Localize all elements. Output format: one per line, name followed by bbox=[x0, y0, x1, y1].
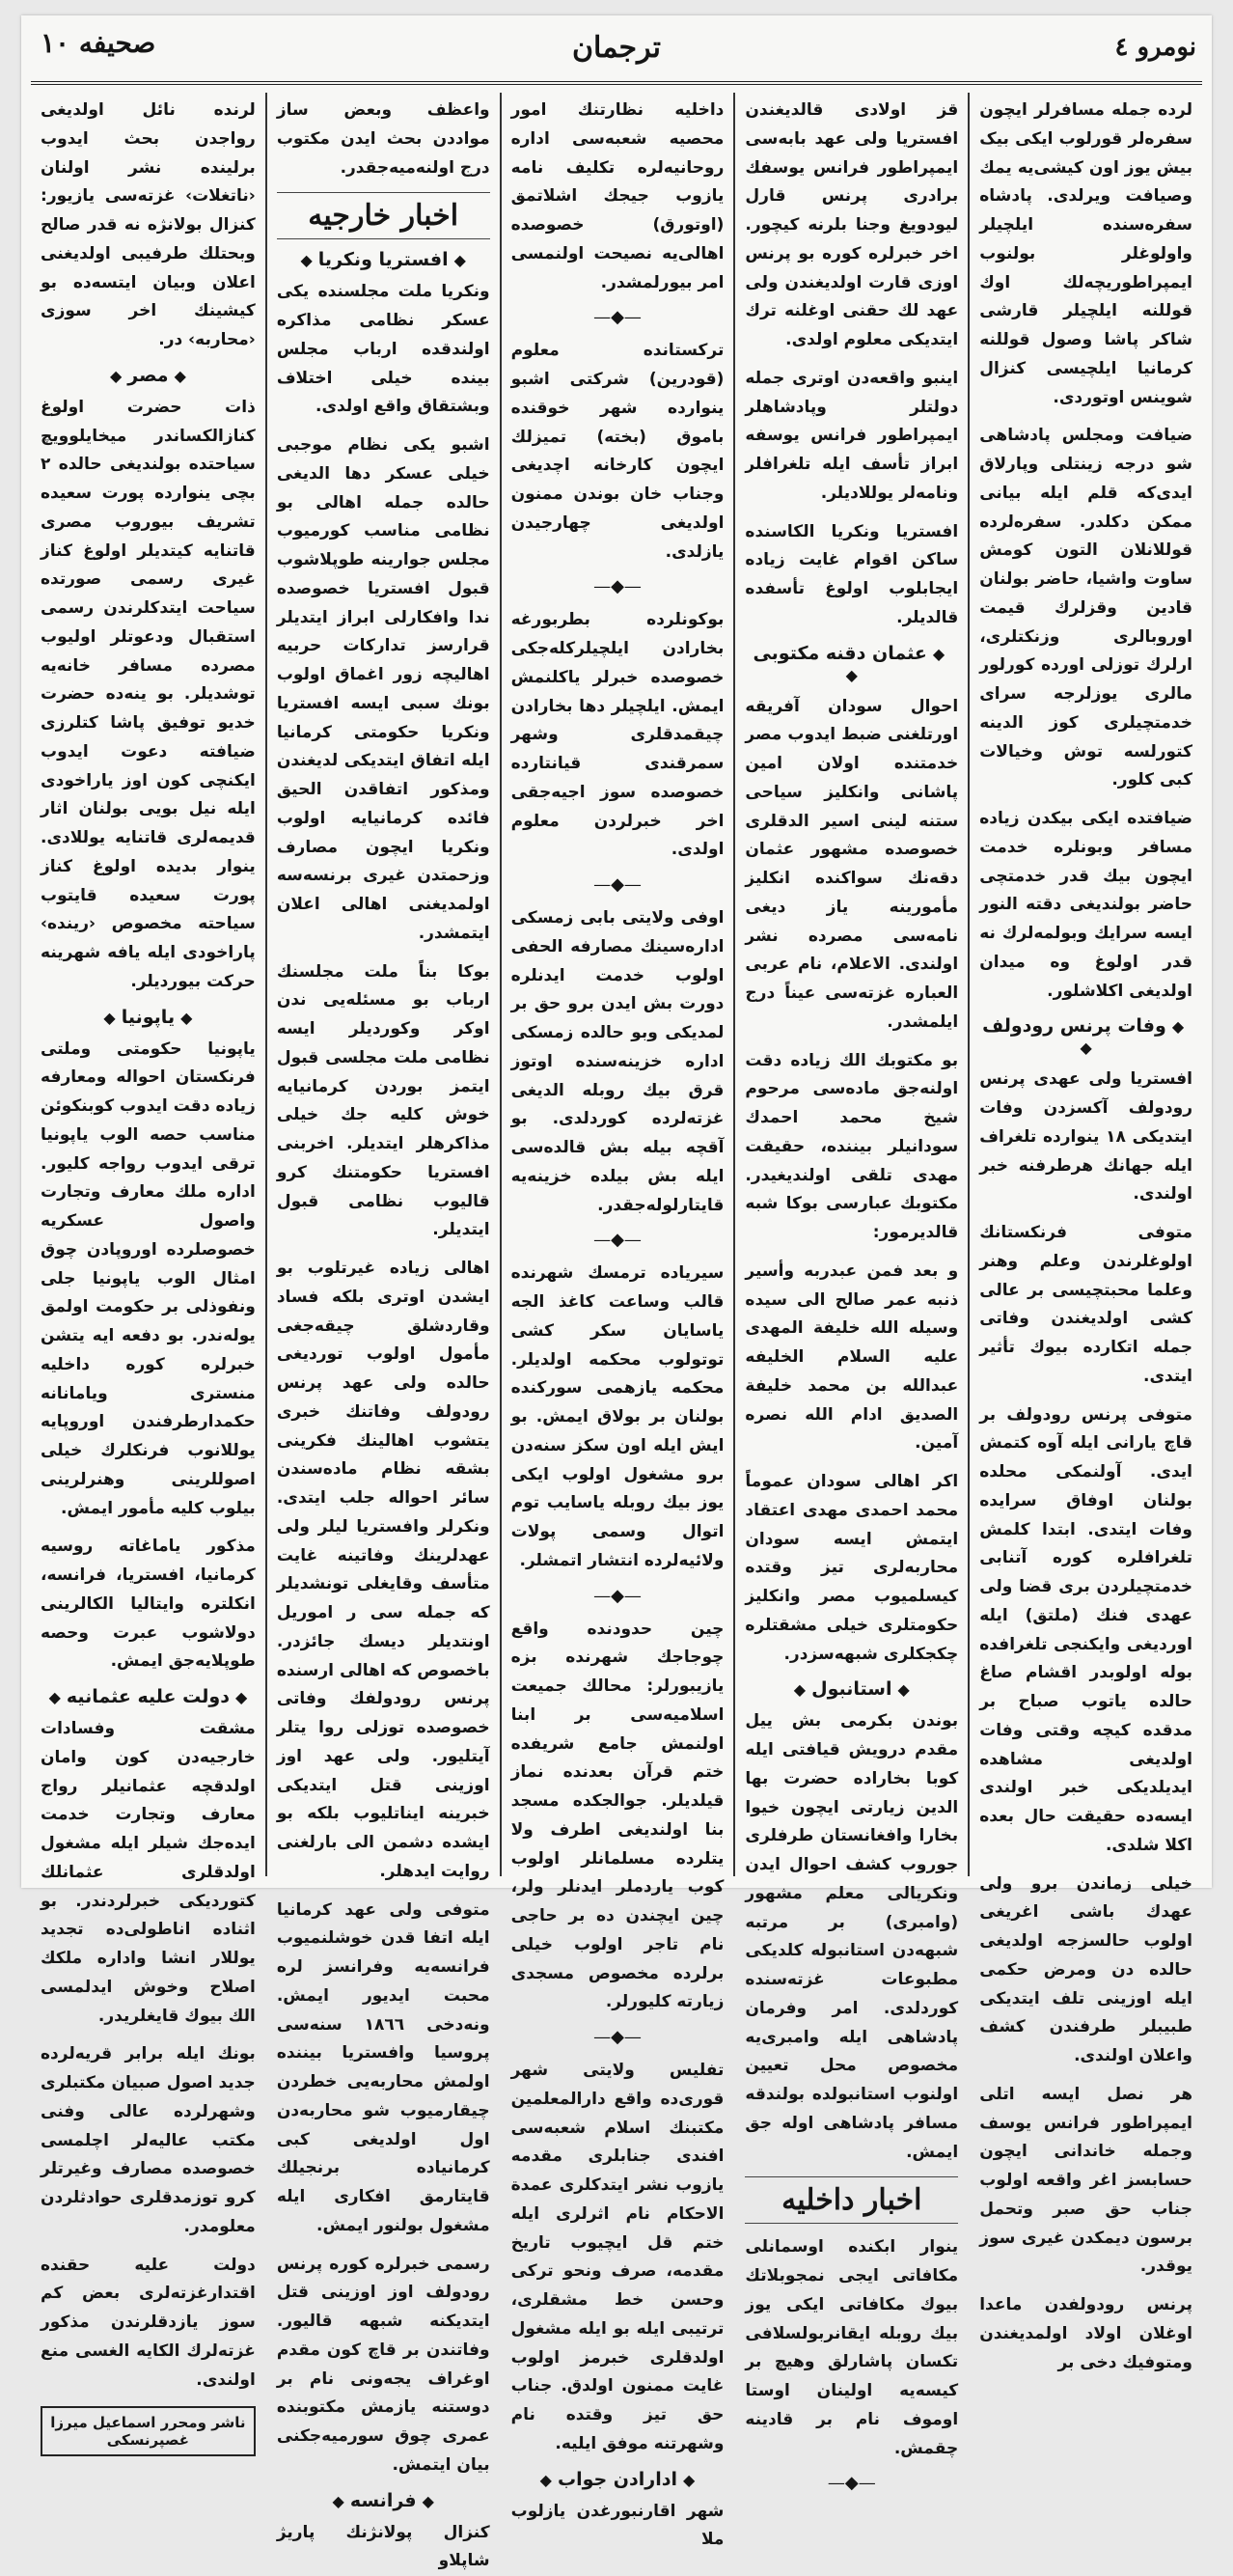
paragraph: خیلی زماندن برو ولی عهدك باشی اغریغی اولوب حالسزجه اولدیغی حالده دن ومرض حکمی ایله اوزینی تلف ایتدیکی طبیبلر طرفندن کشف واعلان اولندی. bbox=[979, 1870, 1192, 2071]
section-heading bbox=[979, 1015, 1192, 1058]
paragraph: ضیافتده ایکی بیکدن زیاده مسافر وبونلره خدمت ایچون بیك قدر خدمتچی حاضر بولندیغی دقته النور ایسه سرایك وبولمه‌لرك نه قدر اولوغ وه میدان اولدیغی اکلاشلور. bbox=[979, 805, 1192, 1006]
paragraph: دولت علیه حقنده اقتدارغزته‌لری بعض کم سوز یازدقلرندن مذکور غزته‌لرك الکایه الغسی منع اولندی. bbox=[41, 2252, 256, 2396]
ornament-icon: ◆ bbox=[175, 367, 186, 385]
paragraph: یاپونیا حکومتی وملتی فرنکستان احواله ومعارفه زیاده دقت ایدوب کوبنکوئن مناسب حصه الوب یاپونیا ترقی ایدوب رواجه کلیور. اداره ملك معارف وتجارت واصول عسکریه خصوصلرده اوروپادن چوق امثال الوب یاپونیا‌ جلی ونفوذلی بر حکومت اولمق یوله‌ندر. بو دفعه ایه یتشن خبرلره کوره داخلیه منستری ویامانانه حکمدارطرفندن اوروپایه یوللانوب فرنکلرك خیلی اصوللرینی وهنرلرینی بیلوب کلیه‌ مأمور ایمش. bbox=[41, 1036, 256, 1524]
masthead bbox=[31, 27, 1202, 85]
heading-text: مصر bbox=[127, 365, 168, 386]
paragraph: مذکور یاماغاته روسیه کرمانیا، افستریا، فرانسه، انکلتره وایتالیا الکالرینی دولاشوب عبرت وحصه طوپلایه‌جق ایمش. bbox=[41, 1533, 256, 1676]
columns bbox=[31, 93, 1202, 1876]
ornament-separator-icon: —◆— bbox=[511, 307, 725, 327]
ornament-icon: ◆ bbox=[683, 2471, 695, 2489]
section-heading bbox=[745, 1678, 958, 1700]
section-heading bbox=[745, 643, 958, 685]
paragraph: چین حدودنده واقع چوجاجك شهرنده بزه یازیبورلر: محالك جمیعت اسلامیه‌سی بر ابنا اولنمش جامع شریفده ختم قرآن بعدنده نماز قیلدیلر. جوالجکده مسجد بنا اولندیغی اطرف ولا یتلرده مسلمانلر اولوب کوب یاردملر ایدنلر ولر، چین ایچندن ده بر حاجی نام تاجر اولوب خیلی برلرده مخصوص مسجدی زیارته کلیورلر. bbox=[511, 1616, 725, 2018]
heading-text: یاپونیا bbox=[122, 1007, 175, 1028]
paragraph: ذات حضرت اولوغ کنازالکساندر میخایلوویچ سیاحتده بولندیغی حالده ٢ بچی ینوارده پورت سعیده تشریف بیوروب مصری قاتنایه کیتدیلر اولوغ کناز غیری رسمی صورتده سیاحت ایتدکلرندن رسمی استقبال ودعوتلر اولیوب مصرده مسافر خانه‌یه توشدیلر. بو ینه‌ده حضرت خدیو توفیق پاشا کتلرزی ضیافته دعوت ایدوب ایکنچی کون اوز یاراخودی ایله نیل بویی بولنان اثار قدیمه‌لری قاتنایه یوللادی. ینوار بدیده اولوغ کناز پورت سعیده قایتوب سیاحته مخصوص ‹رینده› پاراخودی ایله یافه شهرینه حرکت بیوردیلر. bbox=[41, 394, 256, 997]
paragraph: ترکستانده معلوم (قودرین) شرکتی اشبو ینوارده شهر خوقنده باموق (بخته) تمیزلك ایچون کارخانه اچدیغی وجناب خان بوندن ممنون اولدیغی چهارجیدن یازلدی. bbox=[511, 337, 725, 567]
section-banner: اخبار خارجیه bbox=[277, 192, 490, 239]
ornament-separator-icon: —◆— bbox=[511, 874, 725, 895]
paragraph: لرنده نائل اولدیغی رواجدن بحث ایدوب برلینده نشر اولنان ‹ناتغلات› غزته‌سی یازیور: کنزال بولانژه نه قدر صالح وبحتلك طرفیبی اولدیغنی اعلان وبیان ایتسه‌ده بو کیشینك اخر سوزی ‹محاربه› در. bbox=[41, 97, 256, 355]
paragraph: اکر اهالی سودان عموماً محمد احمدی مهدی اعتقاد ایتمش ایسه سودان محاربه‌لری تیز وقتده کیسلمیوب مصر وانکلیز حکومتلری خیلی مشقتلره چکجکلری شبهه‌سزدر. bbox=[745, 1468, 958, 1669]
column-3 bbox=[500, 93, 734, 1876]
section-heading bbox=[277, 249, 490, 270]
section-heading bbox=[41, 1686, 256, 1707]
ornament-separator-icon: —◆— bbox=[745, 2473, 958, 2493]
heading-text: افستریا ونکریا bbox=[318, 249, 449, 270]
ornament-icon: ◆ bbox=[898, 1680, 910, 1699]
heading-text: ادارادن جواب bbox=[558, 2469, 677, 2490]
paragraph: متوفی ولی عهد کرمانیا ایله اتفا قدن خوشلنمیوب فرانسه‌یه وفرانسز لره محبت ایدیور ایمش. ونه‌دخی ١٨٦٦ سنه‌سی پروسیا وافستریا بیننده اولمش محاربه‌یی خطردن چیقارمیوب شو محاربه‌دن اول اولدیغی کبی کرمانیاده برنجیلك قایتارمق افکاری ایله مشغول بولنور ایمش. bbox=[277, 1897, 490, 2241]
column-1 bbox=[968, 93, 1202, 1876]
masthead-rule bbox=[31, 81, 1202, 85]
paragraph: و بعد فمن عبدربه وأسیر ذنبه عمر صالح الی سیده وسیله الله خلیفة المهدی علیه السلام الخلیفه عبدالله بن محمد خلیفة الصدیق ادام الله نصره آمین. bbox=[745, 1258, 958, 1458]
ornament-icon: ◆ bbox=[540, 2471, 552, 2489]
paragraph: ضیافت ومجلس پادشاهی شو درجه زینتلی وپارلاق ایدی‌که قلم ایله بیانی ممکن دکلدر. سفره‌لرده قوللانلان التون کومش ساوت واشیا، حاضر بولنان قادین وقزلرك قیمت اوروبالری وزنکتلری، ارلرك توزلی اورده کورلور مالری یوزلرجه سرای خدمتچیلری کوز الدینه کتورلسه توش وخیالات کبی کلور. bbox=[979, 422, 1192, 795]
paragraph: اینبو واقعه‌دن اوتری جمله دولتلر وپادشاهلر ایمپراطور فرانس یوسفه ابراز تأسف ایله تلغرافلر ونامه‌لر یوللادیلر. bbox=[745, 365, 958, 509]
paragraph: مشقت وفسادات خارجیه‌دن کون وامان اولدقچه عثمانیلر رواج معارف وتجارت خدمت ایده‌جك شیلر ایله مشغول اولدقلری عثمانلك کتوردیکی خبرلردندر. بو اثناده اناطولی‌ده تجدید یوللار انشا واداره ملکك اصلاح وخوش ایدلمسی الك بیوك قایغلریدر. bbox=[41, 1715, 256, 2031]
paragraph: داخلیه نظارتنك امور محصیه شعبه‌سی اداره روحانیه‌لره تکلیف نامه یازوب جیجك اشلاتمق (اوتورق) خصوصده اهالی‌یه نصیحت اولنمسی امر بیورلمشدر. bbox=[511, 97, 725, 297]
heading-text: عثمان دقنه مکتوبی bbox=[753, 643, 926, 664]
paragraph: تفلیس ولایتی شهر قوری‌ده واقع دارالمعلمین مکتبنك اسلام شعبه‌سی افندی جنابلری مقدمه یازوب نشر ایتدکلری عمدة الاحکام نام اثرلری ایله ختم قل ایچیوب تاریخ مقدمه، صرف ونحو ترکی وحسن خط مشقلری، ترتیبی ایله بو ایله مشغول اولدقلری خبرمز اولوب غایت ممنون اولدق. جناب حق تیز وقتده نام وشهرتنه موفق ایلیه. bbox=[511, 2057, 725, 2459]
ornament-icon: ◆ bbox=[1172, 1017, 1184, 1036]
heading-text: استانبول bbox=[811, 1678, 891, 1700]
ornament-icon: ◆ bbox=[423, 2492, 434, 2510]
ornament-icon: ◆ bbox=[103, 1009, 115, 1027]
ornament-icon: ◆ bbox=[1080, 1039, 1091, 1057]
ornament-icon: ◆ bbox=[846, 666, 858, 684]
publisher-box: ناشر ومحرر اسماعیل میرزا غصپرنسکی bbox=[41, 2406, 256, 2456]
paragraph: کنزال پولانژنك پاریژ شاپلاو bbox=[277, 2519, 490, 2576]
newspaper-page bbox=[21, 15, 1212, 1888]
paragraph: بو مکتوبك الك زیاده دقت اولنه‌جق ماده‌سی مرحوم شیخ محمد احمدك سودانیلر بیننده، حقیقت مهدی تلقی اولندیغیدر. مکتوبك عبارسی بوکا شبه قالدیرمور: bbox=[745, 1047, 958, 1248]
issue-number: نومرو ٤ bbox=[1114, 33, 1196, 62]
heading-text: وفات پرنس رودولف bbox=[982, 1015, 1166, 1037]
paragraph: سیریاده ترمسك شهرنده قالب وساعت کاغذ الجه یاسایان سکر کشی توتولوب محکمه اولدیلر. محکمه یازهمی سورکنده بولنان بر بولاق ایمش. بو ایش ایله اون سکز سنه‌دن برو مشغول اولوب ایکی یوز بیك روبله یاسایب توم اتوال وسمی پولات ولائیه‌لرده انتشار اتمشلر. bbox=[511, 1260, 725, 1575]
paragraph: متوفی پرنس رودولف بر قاچ یارانی ایله آوه کتمش ایدی. آولنمکی محلده بولنان اوفاق سرایده وفات ایتدی. ابتدا کلمش تلغرافلره کوره آتنابی خدمتچیلردن بری قضا ولی عهدی فنك (ملتق) ایله اوردیغی وایکنجی تلغرافده بوله اولوبدر اقشام صاغ حالده یاتوب صباح بر مدقده کیچه‌ وقتی وفات اولدیغی مشاهده ایدیلدیکی خبر اولندی ایسه‌ده حقیقت حال بعده اکلا شلدی. bbox=[979, 1401, 1192, 1861]
ornament-icon: ◆ bbox=[49, 1688, 61, 1706]
ornament-icon: ◆ bbox=[235, 1688, 247, 1706]
paragraph: ینوار ابکنده اوسمانلی مکافاتی ایجی نمجوبلاتك بیوك مکافاتی ایکی یوز بیك روبله ایقانربولسلافی تکسان پاشارلق وهیچ بر کیسه‌یه اولینان اوستا اوموف نام بر قادینه چقمش. bbox=[745, 2233, 958, 2463]
newspaper-title: ترجمان bbox=[31, 31, 1202, 65]
ornament-icon: ◆ bbox=[180, 1009, 192, 1027]
page-number: صحيفه ١٠ bbox=[41, 27, 155, 59]
paragraph: ونکریا ملت مجلسنده یکی عسکر نظامی مذاکره اولندقده ارباب مجلس بینده خیلی اختلاف وبشتقاق واقع اولدی. bbox=[277, 278, 490, 422]
paragraph: بوکونلرده بطربورغه بخارادن ایلچیلرکله‌جکی خصوصده خبرلر یاکلنمش ایمش. ایلچیلر دها بخارادن چیقمدقلری وشهر سمرقندی قیانتارده خصوصده سوز اجیه‌جقی اخر خبرلردن معلوم اولدی. bbox=[511, 606, 725, 865]
section-heading bbox=[277, 2490, 490, 2511]
paragraph: رسمی خبرلره کوره پرنس رودولف اوز اوزینی قتل ایتدیکنه شبهه قالیور. وفاتندن بر قاچ کون مقدم اوغراف یجه‌ونی نام بر دوستنه یازمش مکتوبنده عمری چوق سورمیه‌جکنی بیان ایتمش. bbox=[277, 2251, 490, 2480]
paragraph: هر نصل ایسه اتلی ایمپراطور فرانس یوسف وجمله خاندانی ایچون حسابسز اغر واقعه اولوب جناب حق صبر وتحمل برسون دیمکدن غیری سوز یوقدر. bbox=[979, 2081, 1192, 2282]
section-banner: اخبار داخلیه bbox=[745, 2176, 958, 2224]
heading-text: فرانسه bbox=[350, 2490, 417, 2511]
paragraph: بوندن بکرمی بش ییل مقدم درویش قیافتی ایله کوبا بخاراده حضرت بها الدین زیارتی ایچون خیوا بخارا وافغانستان طرفلری جوروب کشف احوال ایدن ونکریالی معلم مشهور (وامبری) بر مرتبه شبهه‌دن استانبوله کلدیکی مطبوعات غزته‌سنده کوردلدی. امر وفرمان پادشاهی ایله وامبری‌یه مخصوص محل تعیین اولنوب استانبولده بولندقه‌ مسافر پادشاهی اوله جق ایمش. bbox=[745, 1707, 958, 2167]
paragraph: افستریا ونکریا الکاسنده ساکن اقوام غایت زیاده ایجابلوب اولوغ تأسفده قالدیلر. bbox=[745, 518, 958, 633]
paragraph: واعظف وبعض ساز مواددن بحث ایدن مکتوب درج اولنه‌میه‌جقدر. bbox=[277, 97, 490, 182]
ornament-separator-icon: —◆— bbox=[511, 2027, 725, 2047]
ornament-icon: ◆ bbox=[794, 1680, 806, 1699]
paragraph: شهر اقارنبورغدن یازلوب ملا bbox=[511, 2498, 725, 2556]
ornament-separator-icon: —◆— bbox=[511, 576, 725, 596]
section-heading bbox=[41, 1007, 256, 1028]
paragraph: متوفی فرنکستانك اولوغلرندن وعلم وهنر وعلما محبتچیسی بر عالی کشی اولدیغندن وفاتی جمله اتکارده بیوك تأثیر ایتدی. bbox=[979, 1219, 1192, 1392]
ornament-separator-icon: —◆— bbox=[511, 1586, 725, 1606]
paragraph: پرنس رودولفدن ماعدا اوغلان اولاد اولمدیغندن ومتوفیك دخی بر bbox=[979, 2291, 1192, 2377]
paragraph: اوفی ولایتی بابی زمسکی اداره‌سینك مصارفه الحفی اولوب خدمت ایدنلره دورت بش ایدن برو حق بر لمدیکی وبو حالده زمسکی اداره خزینه‌سنده اوتوز قرق بیك روبله ‌الدیغی غزته‌لرده کوردلدی. بو آقچه بیله بش قالده‌سی ایله بش بیلده خزینه‌یه قایتارلوله‌جقدر. bbox=[511, 904, 725, 1220]
paragraph: احوال سودان آفریقه اورتلغنی ضبط ایدوب مصر خدمتنده اولان امین پاشانی وانکلیز سیاحی ستنه لینی اسیر الدقلری خصوصده مشهور عثمان دقه‌نك سواکنده انکلیز مأمورینه یاز دیغی نامه‌سی مصرده نشر اولندی. الاعلام، نام عربی العباره غزته‌سی عیناً درج ایلمشدر. bbox=[745, 693, 958, 1038]
paragraph: لرده جمله مسافرلر ایچون سفره‌لر قورلوب ایکی بیک بیش یوز اون کیشی‌یه یمك وصیافت ویرلدی. پادشاه سفره‌سنده ایلچیلر واولوغلر بولنوب ایمپراطوریچه‌لك اوك قوللنه ایلچیلر قارشی شاکر پاشا وصول قوللنه کرمانیا ایلچیسی کنزال شوینس اوتوردی. bbox=[979, 97, 1192, 412]
ornament-icon: ◆ bbox=[454, 251, 466, 269]
paragraph: بونك ایله برابر قریه‌لرده جدید اصول صبیان مکتبلری وشهرلرده عالی وفنی مکتب عالیه‌لر اچلمسی خصوصده مصارف وغیرتلر کرو توزمدقلری حوادثلردن معلومدر. bbox=[41, 2040, 256, 2241]
paragraph: افستریا ولی عهدی پرنس رودولف آکسزدن وفات ایتدیکی ١٨ ینوارده تلغراف ایله جهانك هرطرفنه خبر اولندی. bbox=[979, 1066, 1192, 1209]
heading-text: دولت علیه عثمانیه bbox=[67, 1686, 230, 1707]
paragraph: اهالی زیاده غیرتلوب بو ایشدن اوتری بلکه فساد وقاردشلق چیقه‌جغی مأمول اولوب توردیغی حالده ولی عهد پرنس رودولف وفاتنك خبری یتشوب اهالینك فکرینی بشقه نظام ماده‌سندن سائر احواله جلب ایتدی. ونکرلر وافستریا لیلر ولی عهدلرینك وفاتینه غایت متأسف وقایغلی تونشدیلر که جمله سی ر اموریل اونتدیلر دیسك جائزدر. باخصوص که اهالی ارسنده پرنس رودولفك وفاتی خصوصده توزلی روا یتلر آیتلیور. ولی عهد اوز اوزینی قتل ایتدیکی خبرینه ایناتلیوب بلکه بو ایشده دشمن الی بارلغنی روایت ایدهلر. bbox=[277, 1255, 490, 1887]
ornament-icon: ◆ bbox=[300, 251, 312, 269]
ornament-icon: ◆ bbox=[933, 645, 945, 663]
ornament-icon: ◆ bbox=[333, 2492, 344, 2510]
section-heading bbox=[511, 2469, 725, 2490]
paragraph: بوکا بناً ملت مجلسنك ارباب بو مسئله‌یی ندن اوکر وکوردیلر ایسه نظامی ملت مجلسی قبول ایتمز بوردن کرمانیایه خوش کلیه جك خیلی مذاکرهلر ایتدیلر. اخربنی افستریا حکومتنك کرو قالیوب نظامی قبول ایتدیلر. bbox=[277, 958, 490, 1246]
column-4 bbox=[265, 93, 500, 1876]
column-5 bbox=[31, 93, 265, 1876]
ornament-icon: ◆ bbox=[110, 367, 122, 385]
ornament-separator-icon: —◆— bbox=[511, 1230, 725, 1250]
paragraph: اشبو یکی نظام موجبی خیلی عسکر دها الدیغی حالده جمله اهالی بو نظامی مناسب کورمیوب مجلس جوارینه طوپلاشوب قبول افستریا خصوصده ندا وافکارلی ابراز ایتدیلر قرارسز تدارکات حربیه اهالیچه زور اغماق اولوب بونك سبی ایسه افستریا ونکریا حکومتی کرمانیا ایله اتفاق ایتدیکی لدیغندن ومذکور اتفاقدن الحیق فائده کرمانیا‌یه اولوب ونکریا ایچون مصارف وزحمتدن غیری برنسه‌سه اولمدیغنی اهالی اعلان ایتمشدر. bbox=[277, 431, 490, 949]
section-heading bbox=[41, 365, 256, 386]
paragraph: قز اولادی قالدیغندن افستریا ولی عهد بابه‌سی ایمپراطور فرانس یوسفك برادری پرنس قارل لیودویغ وجنا بلرنه کیچور. اخر خبرلره کوره بو پرنس اوزی قارت اولدیغندن ولی عهد لك حقنی اوغلنه ترك ایتدیکی معلوم اولدی. bbox=[745, 97, 958, 355]
column-2 bbox=[733, 93, 968, 1876]
